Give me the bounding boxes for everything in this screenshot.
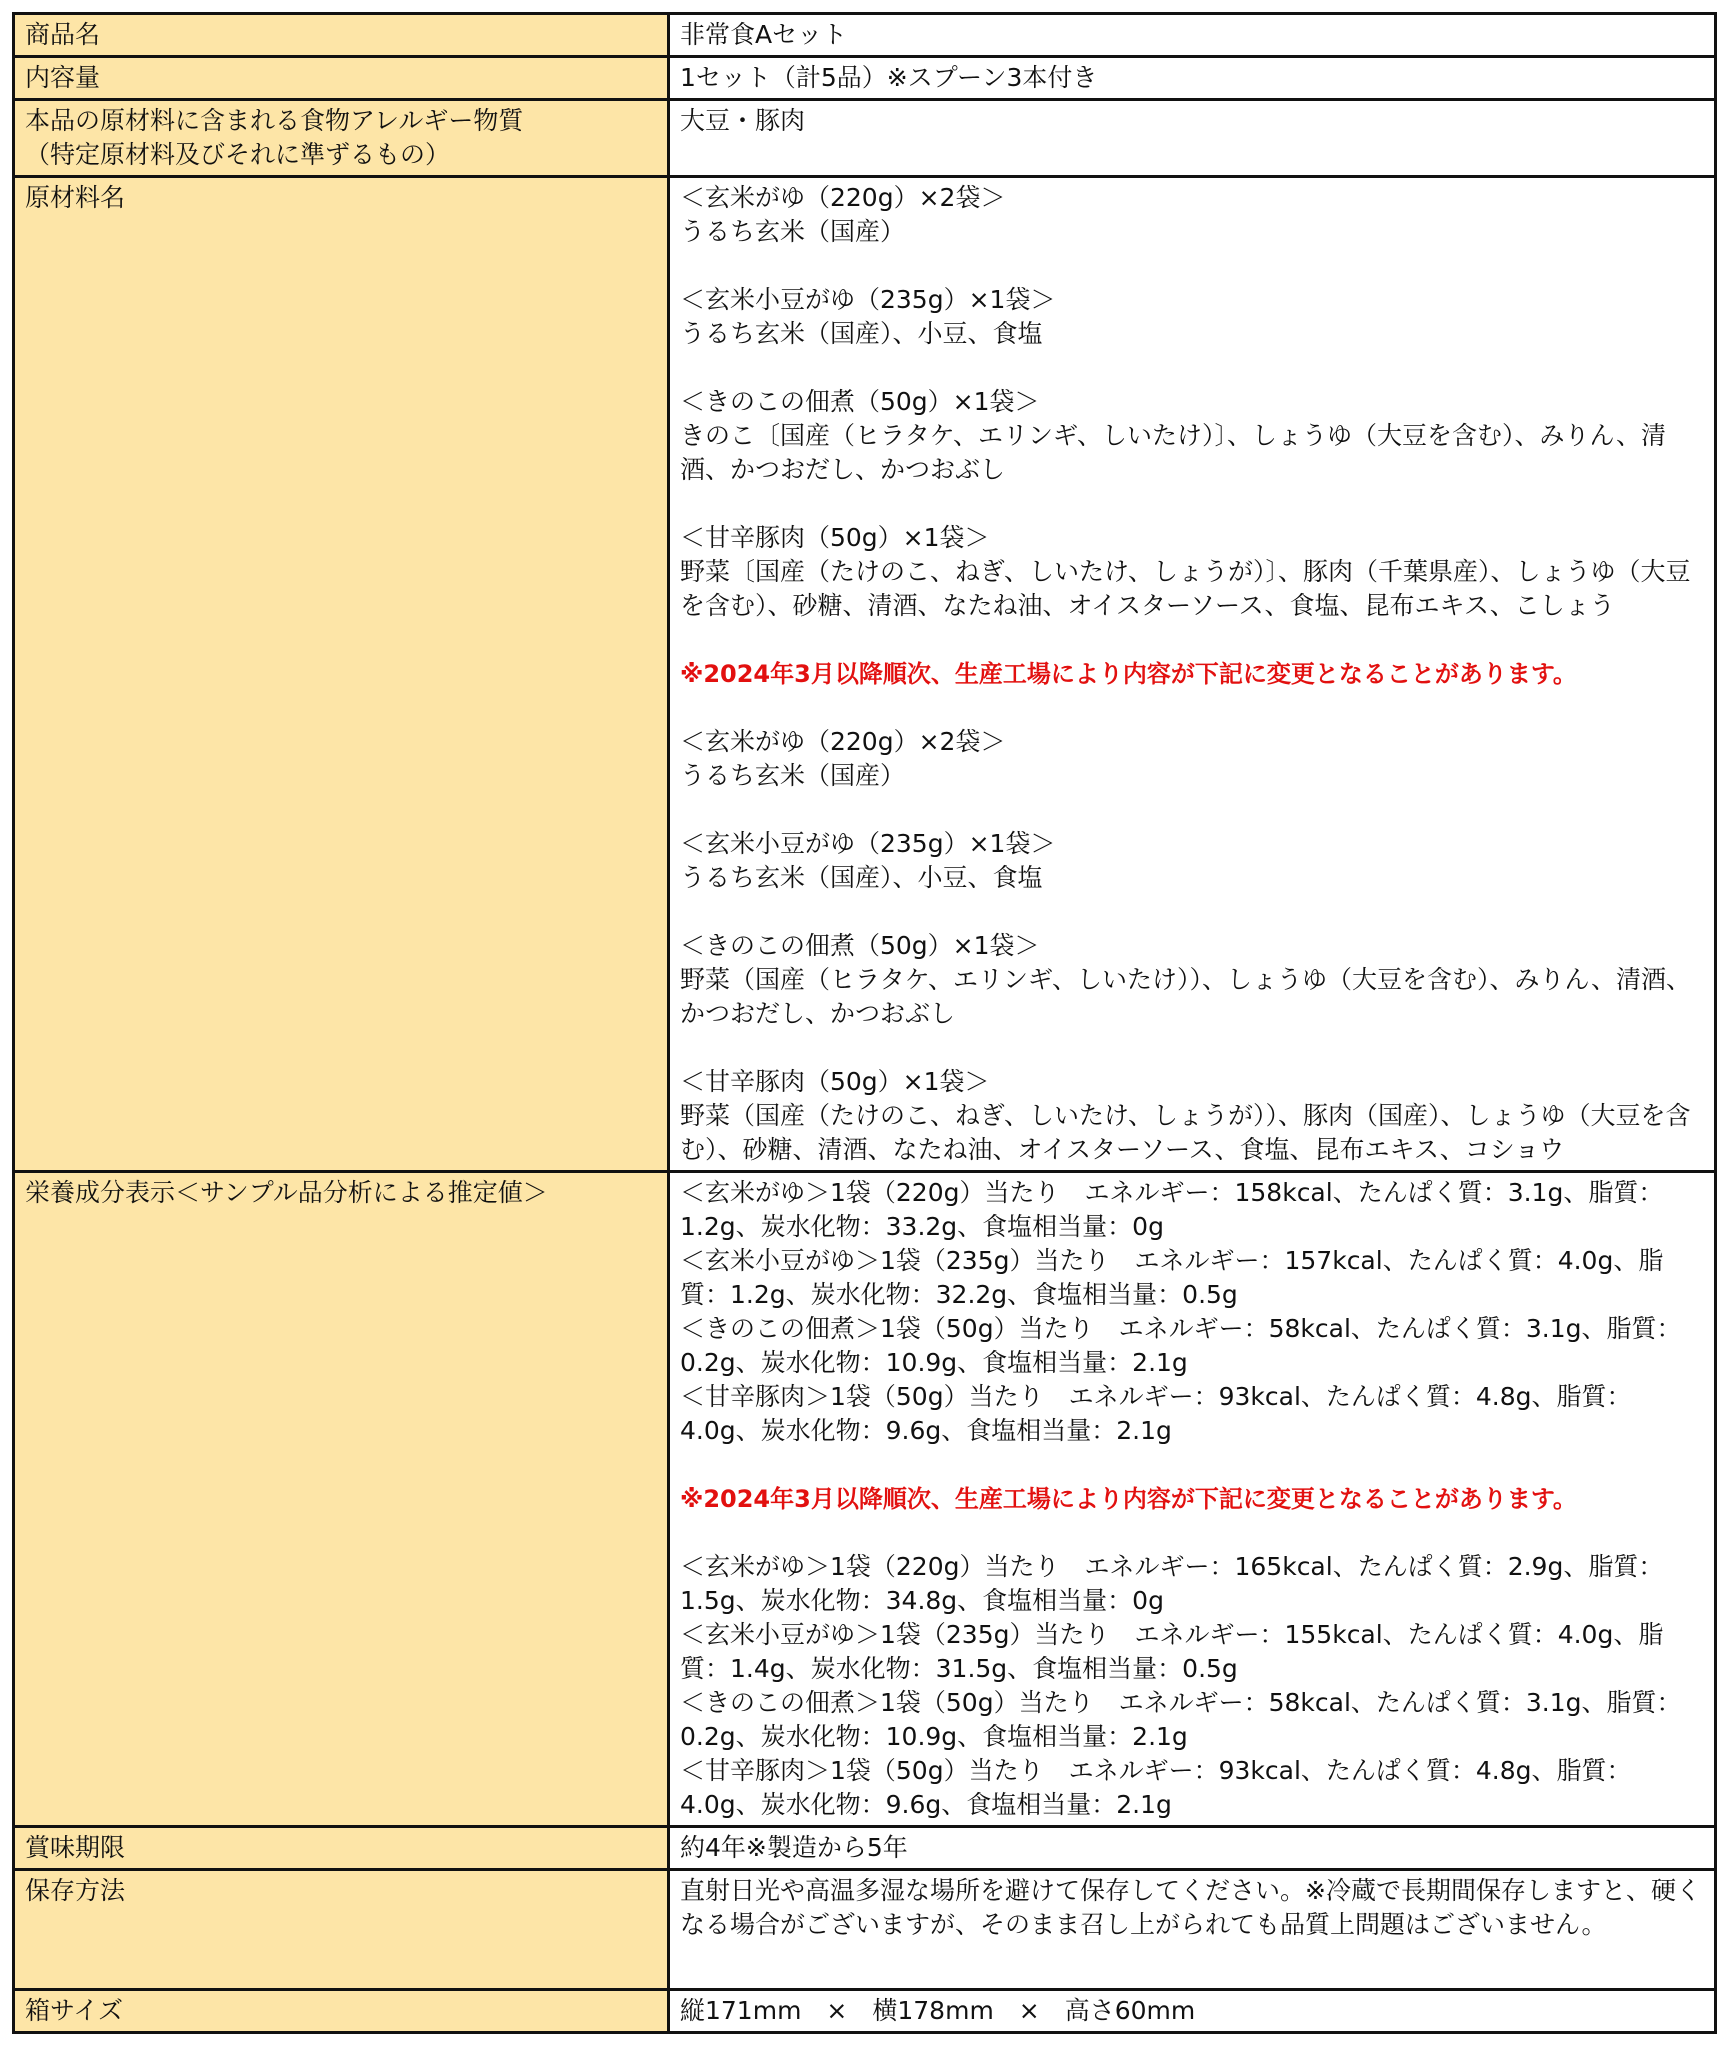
product-spec-table [12,12,1717,2034]
ingredient-body: きのこ〔国産（ヒラタケ、エリンギ、しいたけ）〕、しょうゆ（大豆を含む）、みりん、清酒、かつおだし、かつおぶし [680,421,1667,484]
ingredients-change-notice: ※2024年3月以降順次、生産工場により内容が下記に変更となることがあります。 [680,660,1577,688]
box-size-value: 縦171mm × 横178mm × 高さ60mm [669,1990,1716,2033]
ingredients-label: 原材料名 [14,177,669,1172]
nutrition-change-notice: ※2024年3月以降順次、生産工場により内容が下記に変更となることがあります。 [680,1485,1577,1513]
ingredient-body: うるち玄米（国産） [680,217,906,246]
ingredient-item [680,1065,1704,1167]
storage-label: 保存方法 [14,1870,669,1990]
ingredient-heading: ＜甘辛豚肉（50g）×1袋＞ [680,1067,990,1096]
ingredient-body: うるち玄米（国産） [680,761,906,790]
best-before-value: 約4年※製造から5年 [669,1827,1716,1870]
ingredient-body: うるち玄米（国産）、小豆、食塩 [680,863,1043,892]
ingredient-heading: ＜玄米小豆がゆ（235g）×1袋＞ [680,285,1056,314]
content-amount-value: 1セット（計5品）※スプーン3本付き [669,57,1716,100]
ingredients-current-list [680,181,1704,623]
ingredient-item [680,827,1704,895]
row-box-size [14,1990,1716,2033]
ingredients-value [669,177,1716,1172]
nutrition-line: ＜玄米小豆がゆ＞1袋（235g）当たり エネルギー：155kcal、たんぱく質：4.0g、脂質：1.4g、炭水化物：31.5g、食塩相当量：0.5g [680,1620,1664,1683]
row-nutrition [14,1172,1716,1827]
ingredient-heading: ＜きのこの佃煮（50g）×1袋＞ [680,931,1040,960]
ingredient-heading: ＜玄米がゆ（220g）×2袋＞ [680,183,1006,212]
ingredient-heading: ＜玄米がゆ（220g）×2袋＞ [680,727,1006,756]
allergens-label [14,100,669,177]
storage-value: 直射日光や高温多湿な場所を避けて保存してください。※冷蔵で長期間保存しますと、硬くなる場合がございますが、そのまま召し上がられても品質上問題はございません。 [669,1870,1716,1990]
nutrition-line: ＜きのこの佃煮＞1袋（50g）当たり エネルギー：58kcal、たんぱく質：3.1g、脂質：0.2g、炭水化物：10.9g、食塩相当量：2.1g [680,1314,1682,1377]
content-amount-label: 内容量 [14,57,669,100]
nutrition-value [669,1172,1716,1827]
ingredient-item [680,283,1704,351]
nutrition-line: ＜甘辛豚肉＞1袋（50g）当たり エネルギー：93kcal、たんぱく質：4.8g、脂質：4.0g、炭水化物：9.6g、食塩相当量：2.1g [680,1382,1632,1445]
best-before-label: 賞味期限 [14,1827,669,1870]
row-product-name [14,14,1716,57]
ingredient-item [680,181,1704,249]
ingredient-body: うるち玄米（国産）、小豆、食塩 [680,319,1043,348]
nutrition-label: 栄養成分表示＜サンプル品分析による推定値＞ [14,1172,669,1827]
nutrition-line: ＜甘辛豚肉＞1袋（50g）当たり エネルギー：93kcal、たんぱく質：4.8g、脂質：4.0g、炭水化物：9.6g、食塩相当量：2.1g [680,1756,1632,1819]
nutrition-line: ＜玄米小豆がゆ＞1袋（235g）当たり エネルギー：157kcal、たんぱく質：4.0g、脂質：1.2g、炭水化物：32.2g、食塩相当量：0.5g [680,1246,1664,1309]
nutrition-line: ＜玄米がゆ＞1袋（220g）当たり エネルギー：158kcal、たんぱく質：3.1g、脂質：1.2g、炭水化物：33.2g、食塩相当量：0g [680,1178,1664,1241]
row-allergens [14,100,1716,177]
allergens-label-line1: 本品の原材料に含まれる食物アレルギー物質 [25,106,524,135]
nutrition-line: ＜きのこの佃煮＞1袋（50g）当たり エネルギー：58kcal、たんぱく質：3.1g、脂質：0.2g、炭水化物：10.9g、食塩相当量：2.1g [680,1688,1682,1751]
ingredient-item [680,929,1704,1031]
nutrition-line: ＜玄米がゆ＞1袋（220g）当たり エネルギー：165kcal、たんぱく質：2.9g、脂質：1.5g、炭水化物：34.8g、食塩相当量：0g [680,1552,1664,1615]
box-size-label: 箱サイズ [14,1990,669,2033]
ingredient-heading: ＜きのこの佃煮（50g）×1袋＞ [680,387,1040,416]
ingredient-item [680,521,1704,623]
nutrition-current-list [680,1176,1704,1448]
allergens-value: 大豆・豚肉 [669,100,1716,177]
ingredient-heading: ＜玄米小豆がゆ（235g）×1袋＞ [680,829,1056,858]
ingredient-body: 野菜（国産（ヒラタケ、エリンギ、しいたけ））、しょうゆ（大豆を含む）、みりん、清酒、かつおだし、かつおぶし [680,965,1692,1028]
ingredients-revised-list [680,725,1704,1167]
row-content-amount [14,57,1716,100]
row-storage [14,1870,1716,1990]
allergens-label-line2: （特定原材料及びそれに準ずるもの） [25,140,451,169]
row-ingredients [14,177,1716,1172]
row-best-before [14,1827,1716,1870]
ingredient-heading: ＜甘辛豚肉（50g）×1袋＞ [680,523,990,552]
ingredient-item [680,385,1704,487]
ingredient-body: 野菜（国産（たけのこ、ねぎ、しいたけ、しょうが））、豚肉（国産）、しょうゆ（大豆を含む）、砂糖、清酒、なたね油、オイスターソース、食塩、昆布エキス、コショウ [680,1101,1691,1164]
ingredient-body: 野菜〔国産（たけのこ、ねぎ、しいたけ、しょうが）〕、豚肉（千葉県産）、しょうゆ（大豆を含む）、砂糖、清酒、なたね油、オイスターソース、食塩、昆布エキス、こしょう [680,557,1691,620]
ingredient-item [680,725,1704,793]
product-name-value: 非常食Aセット [669,14,1716,57]
nutrition-revised-list [680,1550,1704,1822]
product-name-label: 商品名 [14,14,669,57]
